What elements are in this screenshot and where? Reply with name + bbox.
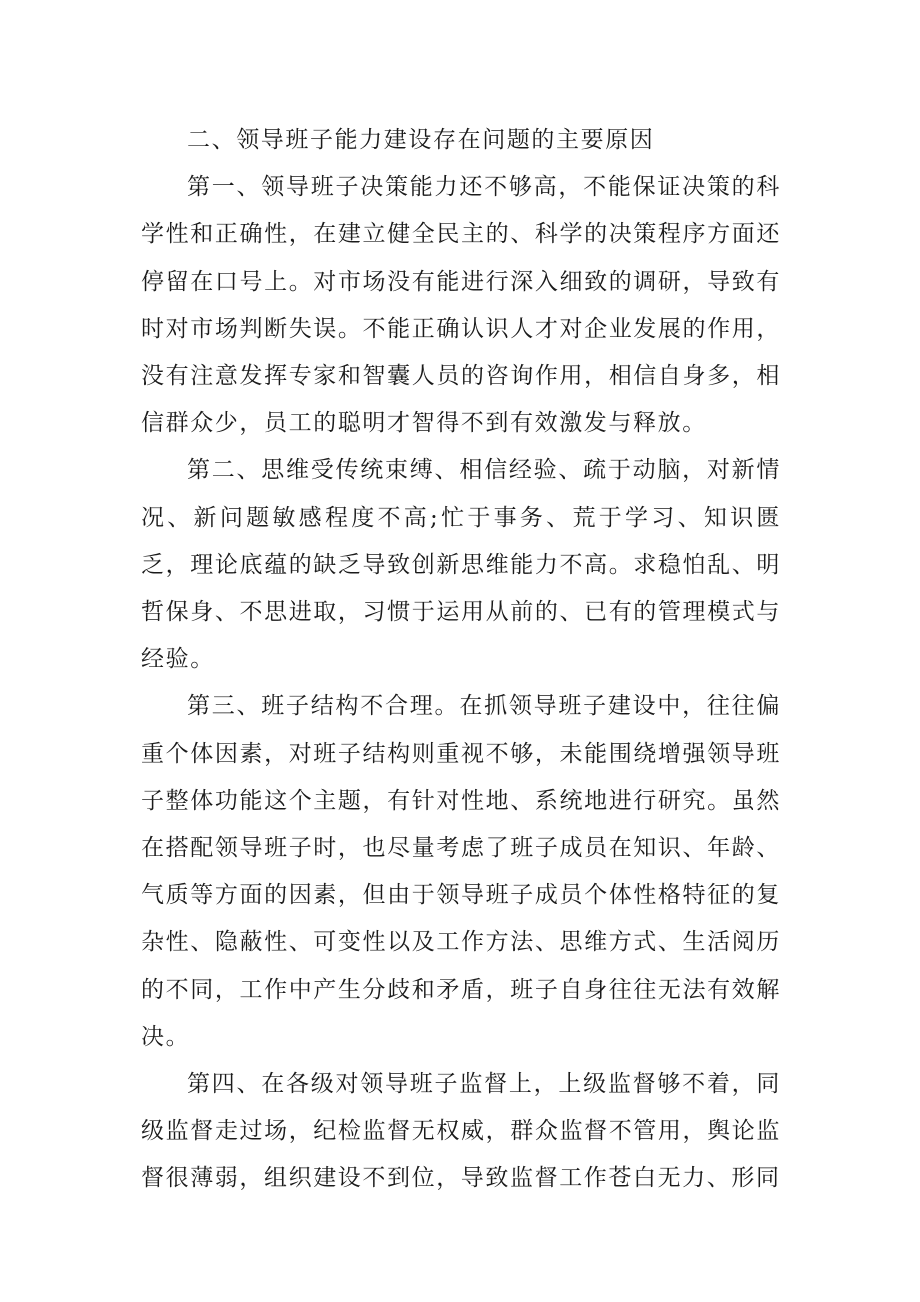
paragraph-1: 第一、领导班子决策能力还不够高，不能保证决策的科学性和正确性，在建立健全民主的、科学的决策程序方面还停留在口号上。对市场没有能进行深入细致的调研，导致有时对市场判断失误。不能正确认识人才对企业发展的作用，没有注意发挥专家和智囊人员的咨询作用，相信自身多，相信群众少，员工的聪明才智得不到有效激发与释放。 — [141, 174, 781, 437]
paragraph-4: 第四、在各级对领导班子监督上，上级监督够不着，同级监督走过场，纪检监督无权威，群众监督不管用，舆论监督很薄弱，组织建设不到位，导致监督工作苍白无力、形同 — [141, 1071, 781, 1192]
paragraph-3: 第三、班子结构不合理。在抓领导班子建设中，往往偏重个体因素，对班子结构则重视不够，未能围绕增强领导班子整体功能这个主题，有针对性地、系统地进行研究。虽然在搭配领导班子时，也尽量考虑了班子成员在知识、年龄、气质等方面的因素，但由于领导班子成员个体性格特征的复杂性、隐蔽性、可变性以及工作方法、思维方式、生活阅历的不同，工作中产生分歧和矛盾，班子自身往往无法有效解决。 — [141, 693, 781, 1050]
document-body — [141, 117, 781, 1203]
paragraph-2: 第二、思维受传统束缚、相信经验、疏于动脑，对新情况、新问题敏感程度不高;忙于事务、荒于学习、知识匮乏，理论底蕴的缺乏导致创新思维能力不高。求稳怕乱、明哲保身、不思进取，习惯于运用从前的、已有的管理模式与经验。 — [141, 457, 781, 673]
section-heading: 二、领导班子能力建设存在问题的主要原因 — [187, 127, 655, 153]
